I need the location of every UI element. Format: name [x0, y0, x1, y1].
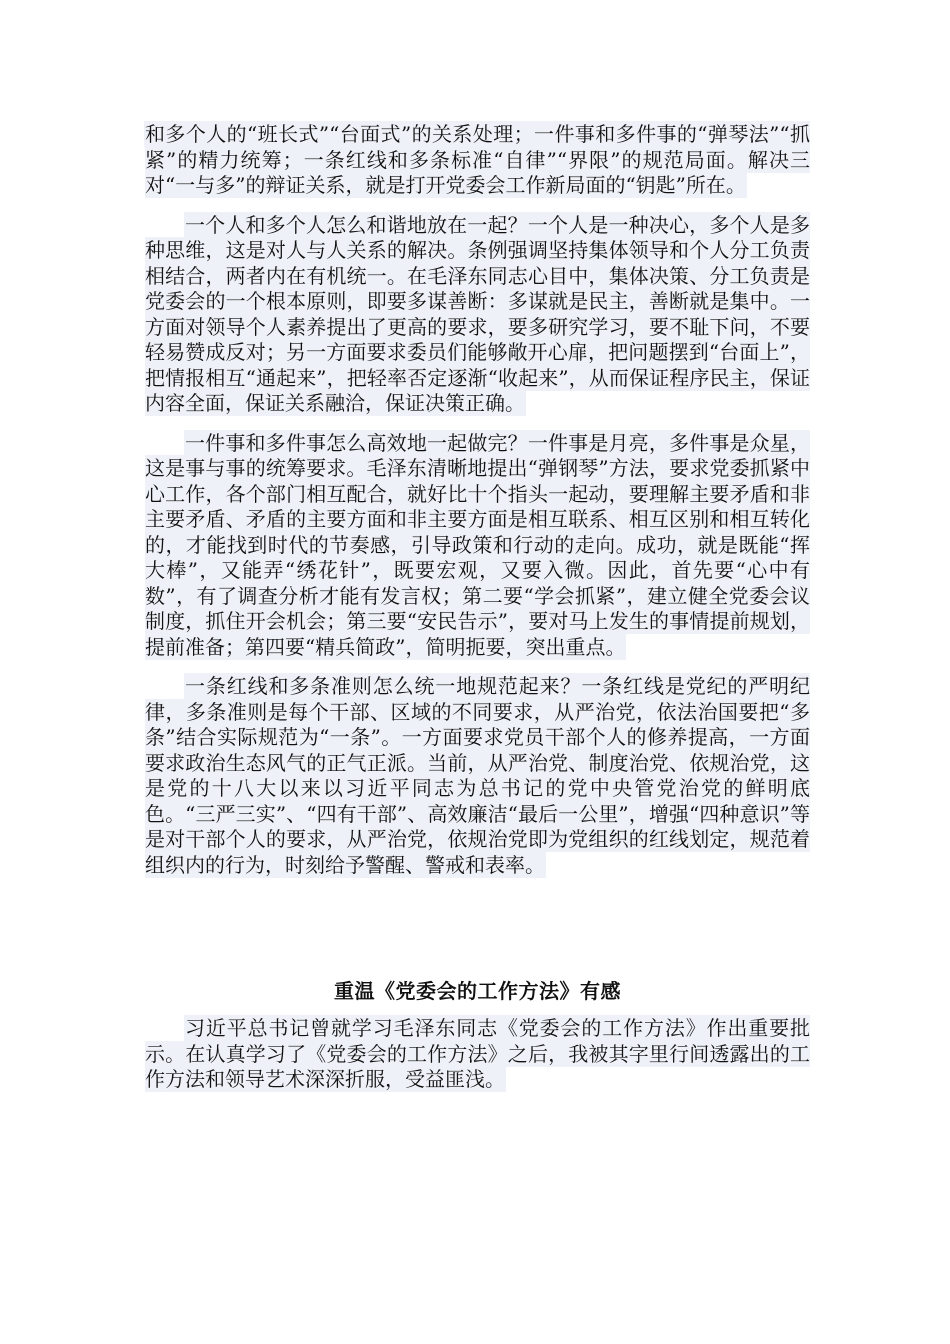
paragraph-one-and-many-rules	[145, 674, 810, 878]
paragraph-section-intro	[145, 1016, 810, 1093]
document-body	[145, 122, 810, 1107]
section-title: 重温《党委会的工作方法》有感	[334, 979, 621, 1003]
paragraph-text: 一个人和多个人怎么和谐地放在一起？一个人是一种决心，多个人是多种思维，这是对人与人关系的解决。条例强调坚持集体领导和个人分工负责相结合，两者内在有机统一。在毛泽东同志心目中，集体决策、分工负责是党委会的一个根本原则，即要多谋善断：多谋就是民主，善断就是集中。一方面对领导个人素养提出了更高的要求，要多研究学习，要不耻下问，不要轻易赞成反对；另一方面要求委员们能够敞开心扉，把问题摆到“台面上”，把情报相互“通起来”，把轻率否定逐渐“收起来”，从而保证程序民主，保证内容全面，保证关系融洽，保证决策正确。	[145, 212, 810, 415]
paragraph-text: 和多个人的“班长式”“台面式”的关系处理；一件事和多件事的“弹琴法”“抓紧”的精力统筹；一条红线和多条标准“自律”“界限”的规范局面。解决三对“一与多”的辩证关系，就是打开党委会工作新局面的“钥匙”所在。	[145, 122, 810, 197]
paragraph-one-and-many-tasks	[145, 431, 810, 661]
paragraph-text: 习近平总书记曾就学习毛泽东同志《党委会的工作方法》作出重要批示。在认真学习了《党委会的工作方法》之后，我被其字里行间透露出的工作方法和领导艺术深深折服，受益匪浅。	[145, 1016, 810, 1091]
section-spacer	[145, 892, 810, 978]
paragraph-intro-continuation	[145, 122, 810, 199]
paragraph-text: 一条红线和多条准则怎么统一地规范起来？一条红线是党纪的严明纪律，多条准则是每个干部、区域的不同要求，从严治党，依法治国要把“多条”结合实际规范为“一条”。一方面要求党员干部个人的修养提高，一方面要求政治生态风气的正气正派。当前，从严治党、制度治党、依规治党，这是党的十八大以来以习近平同志为总书记的党中央管党治党的鲜明底色。“三严三实”、“四有干部”、高效廉洁“最后一公里”，增强“四种意识”等是对干部个人的要求，从严治党，依规治党即为党组织的红线划定，规范着组织内的行为，时刻给予警醒、警戒和表率。	[145, 674, 810, 877]
paragraph-one-and-many-people	[145, 213, 810, 417]
paragraph-text: 一件事和多件事怎么高效地一起做完？一件事是月亮，多件事是众星，这是事与事的统筹要求。毛泽东清晰地提出“弹钢琴”方法，要求党委抓紧中心工作，各个部门相互配合，就好比十个指头一起动，要理解主要矛盾和非主要矛盾、矛盾的主要方面和非主要方面是相互联系、相互区别和相互转化的，才能找到时代的节奏感，引导政策和行动的走向。成功，就是既能“挥大棒”，又能弄“绣花针”，既要宏观，又要入微。因此，首先要“心中有数”，有了调查分析才能有发言权；第二要“学会抓紧”，建立健全党委会议制度，抓住开会机会；第三要“安民告示”，要对马上发生的事情提前规划，提前准备；第四要“精兵简政”，简明扼要，突出重点。	[145, 430, 810, 659]
